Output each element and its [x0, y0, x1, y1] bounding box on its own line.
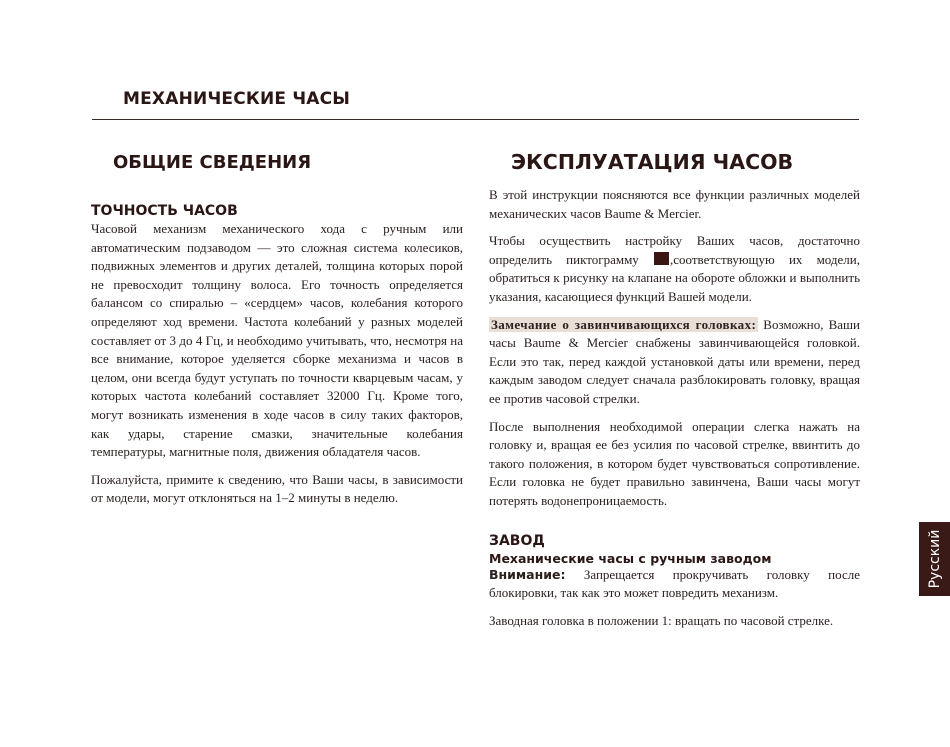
warning-text: Запрещается прокручивать головку после блокировки, так как это может повредить механизм.	[489, 566, 860, 601]
setup-text-after: ,соответствующую их модели, обратиться к рисунку на клапане на обороте обложки и выполнить указания, касающиеся функций Вашей модели.	[489, 251, 861, 304]
screw-crown-note-paragraph	[489, 316, 860, 409]
screw-crown-note-label: Замечание о завинчивающихся головках:	[491, 316, 757, 332]
header-rule	[92, 119, 859, 120]
deviation-note-paragraph: Пожалуйста, примите к сведению, что Ваши часы, в зависимости от модели, могут отклоняться на 1–2 минуты в неделю.	[91, 471, 463, 506]
language-side-tab	[919, 522, 950, 596]
after-operation-paragraph: После выполнения необходимой операции слегка нажать на головку и, вращая ее без усилия по часовой стрелке, ввинтить до такого положения, в котором будет чувствоваться сопротивление. Если головка не будет правильно завинчена, Ваши часы могут потерять водонепроницаемость.	[489, 418, 860, 508]
page-header-title: МЕХАНИЧЕСКИЕ ЧАСЫ	[123, 89, 351, 109]
setup-paragraph	[489, 232, 860, 306]
manual-winding-subheading: Механические часы с ручным заводом	[489, 550, 772, 566]
language-tab-label: Русский	[926, 529, 943, 589]
model-pictogram-icon	[654, 252, 669, 265]
accuracy-paragraph: Часовой механизм механического хода с ручным или автоматическим подзаводом — это сложная система колесиков, подвижных элементов и других деталей, толщина которых порой не превосходит толщину волоса. Его точность определяется балансом со спиралью – «сердцем» часов, колебания которого определяют ход времени. Частота колебаний у разных моделей составляет от 3 до 4 Гц, и необходимо учитывать, что, несмотря на все внимание, которое уделяется сборке механизма и часов в целом, они всегда будут уступать по точности кварцевым часам, у которых частота колебаний составляет 32000 Гц. Кроме того, могут возникать изменения в ходе часов в силу таких факторов, как удары, старение смазки, значительные колебания температуры, магнитные поля, движения обладателя часов.	[91, 221, 463, 460]
warning-paragraph	[489, 566, 860, 603]
accuracy-heading: ТОЧНОСТЬ ЧАСОВ	[91, 203, 238, 219]
right-column	[489, 150, 860, 630]
warning-label: Внимание:	[489, 566, 566, 582]
setup-text-before: Чтобы осуществить настройку Ваших часов, достаточно определить пиктограмму	[489, 233, 860, 267]
operation-title: ЭКСПЛУАТАЦИЯ ЧАСОВ	[511, 150, 794, 174]
winding-heading: ЗАВОД	[489, 532, 545, 549]
screw-crown-note-text: Возможно, Ваши часы Baume & Mercier снабжены завинчивающейся головкой. Если это так, перед каждой установкой даты или времени, перед каждым заводом следует сначала разблокировать головку, вращая ее против часовой стрелки.	[489, 316, 861, 406]
general-info-title: ОБЩИЕ СВЕДЕНИЯ	[113, 152, 312, 173]
left-column	[91, 150, 463, 508]
intro-paragraph: В этой инструкции поясняются все функции различных моделей механических часов Baume & Mercier.	[489, 187, 860, 221]
crown-position-paragraph: Заводная головка в положении 1: вращать по часовой стрелке.	[489, 612, 834, 628]
